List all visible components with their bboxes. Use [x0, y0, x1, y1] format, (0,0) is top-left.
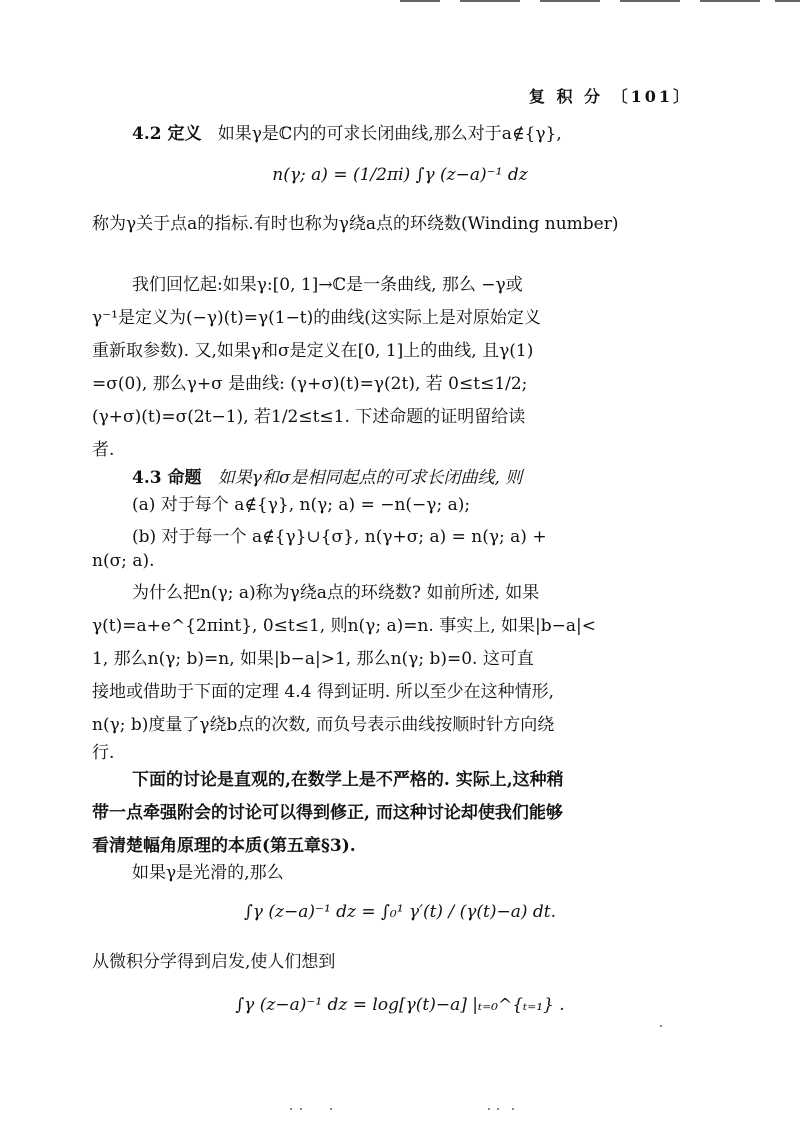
log-formula: ∫γ (z−a)⁻¹ dz = log[γ(t)−a] |ₜ₌₀^{ₜ₌₁} .	[235, 995, 565, 1015]
definition-explanation: 称为γ关于点a的指标.有时也称为γ绕a点的环绕数(Winding number)	[92, 214, 619, 234]
scan-artifact	[775, 0, 800, 2]
inspiration-line: 从微积分学得到启发,使人们想到	[92, 952, 336, 972]
scan-speck	[497, 1108, 499, 1110]
why-line-5: n(γ; b)度量了γ绕b点的次数, 而负号表示曲线按顺时针方向绕	[92, 715, 555, 735]
scan-speck	[512, 1108, 514, 1110]
why-line-2: γ(t)=a+e^{2πint}, 0≤t≤1, 则n(γ; a)=n. 事实上, 如果|b−a|<	[92, 616, 596, 636]
why-line-1: 为什么把n(γ; a)称为γ绕a点的环绕数? 如前所述, 如果	[132, 583, 540, 603]
winding-number-formula: n(γ; a) = (1/2πi) ∫γ (z−a)⁻¹ dz	[272, 165, 528, 185]
scan-artifact	[620, 0, 680, 2]
proposition-item-a: (a) 对于每个 a∉{γ}, n(γ; a) = −n(−γ; a);	[132, 495, 471, 515]
scan-artifact	[460, 0, 520, 2]
recall-line-5: (γ+σ)(t)=σ(2t−1), 若1/2≤t≤1. 下述命题的证明留给读	[92, 407, 526, 427]
why-line-4: 接地或借助于下面的定理 4.4 得到证明. 所以至少在这种情形,	[92, 682, 555, 702]
why-line-3: 1, 那么n(γ; b)=n, 如果|b−a|>1, 那么n(γ; b)=0. 这可直	[92, 649, 534, 669]
smooth-line: 如果γ是光滑的,那么	[132, 863, 284, 883]
recall-line-1: 我们回忆起:如果γ:[0, 1]→ℂ是一条曲线, 那么 −γ或	[132, 275, 523, 295]
smooth-integral-formula: ∫γ (z−a)⁻¹ dz = ∫₀¹ γ′(t) / (γ(t)−a) dt.	[243, 902, 557, 922]
scan-artifact	[400, 0, 440, 2]
scan-speck	[488, 1108, 490, 1110]
scan-speck	[660, 1025, 662, 1027]
recall-line-2: γ⁻¹是定义为(−γ)(t)=γ(1−t)的曲线(这实际上是对原始定义	[92, 308, 541, 328]
why-line-6: 行.	[92, 743, 115, 763]
proposition-label: 4.3 命题	[132, 468, 202, 488]
scan-speck	[330, 1108, 332, 1110]
intuitive-line-3: 看清楚幅角原理的本质(第五章§3).	[92, 836, 356, 856]
definition-text: 如果γ是ℂ内的可求长闭曲线,那么对于a∉{γ},	[217, 124, 562, 144]
scan-artifact	[540, 0, 600, 2]
scan-speck	[290, 1108, 292, 1110]
recall-line-3: 重新取参数). 又,如果γ和σ是定义在[0, 1]上的曲线, 且γ(1)	[92, 341, 534, 361]
proposition-item-b-cont: n(σ; a).	[92, 551, 155, 571]
proposition-text: 如果γ和σ是相同起点的可求长闭曲线, 则	[217, 468, 523, 488]
definition-label: 4.2 定义	[132, 124, 202, 144]
scan-speck	[300, 1108, 302, 1110]
intuitive-line-1: 下面的讨论是直观的,在数学上是不严格的. 实际上,这种稍	[132, 770, 564, 790]
recall-line-6: 者.	[92, 440, 115, 460]
definition-4-2	[132, 118, 692, 151]
proposition-item-b: (b) 对于每一个 a∉{γ}∪{σ}, n(γ+σ; a) = n(γ; a) +	[132, 527, 547, 547]
running-header: 复 积 分 〔101〕	[528, 87, 692, 106]
recall-line-4: =σ(0), 那么γ+σ 是曲线: (γ+σ)(t)=γ(2t), 若 0≤t≤1/2;	[92, 374, 528, 394]
scan-artifact	[700, 0, 760, 2]
intuitive-line-2: 带一点牵强附会的讨论可以得到修正, 而这种讨论却使我们能够	[92, 803, 563, 823]
